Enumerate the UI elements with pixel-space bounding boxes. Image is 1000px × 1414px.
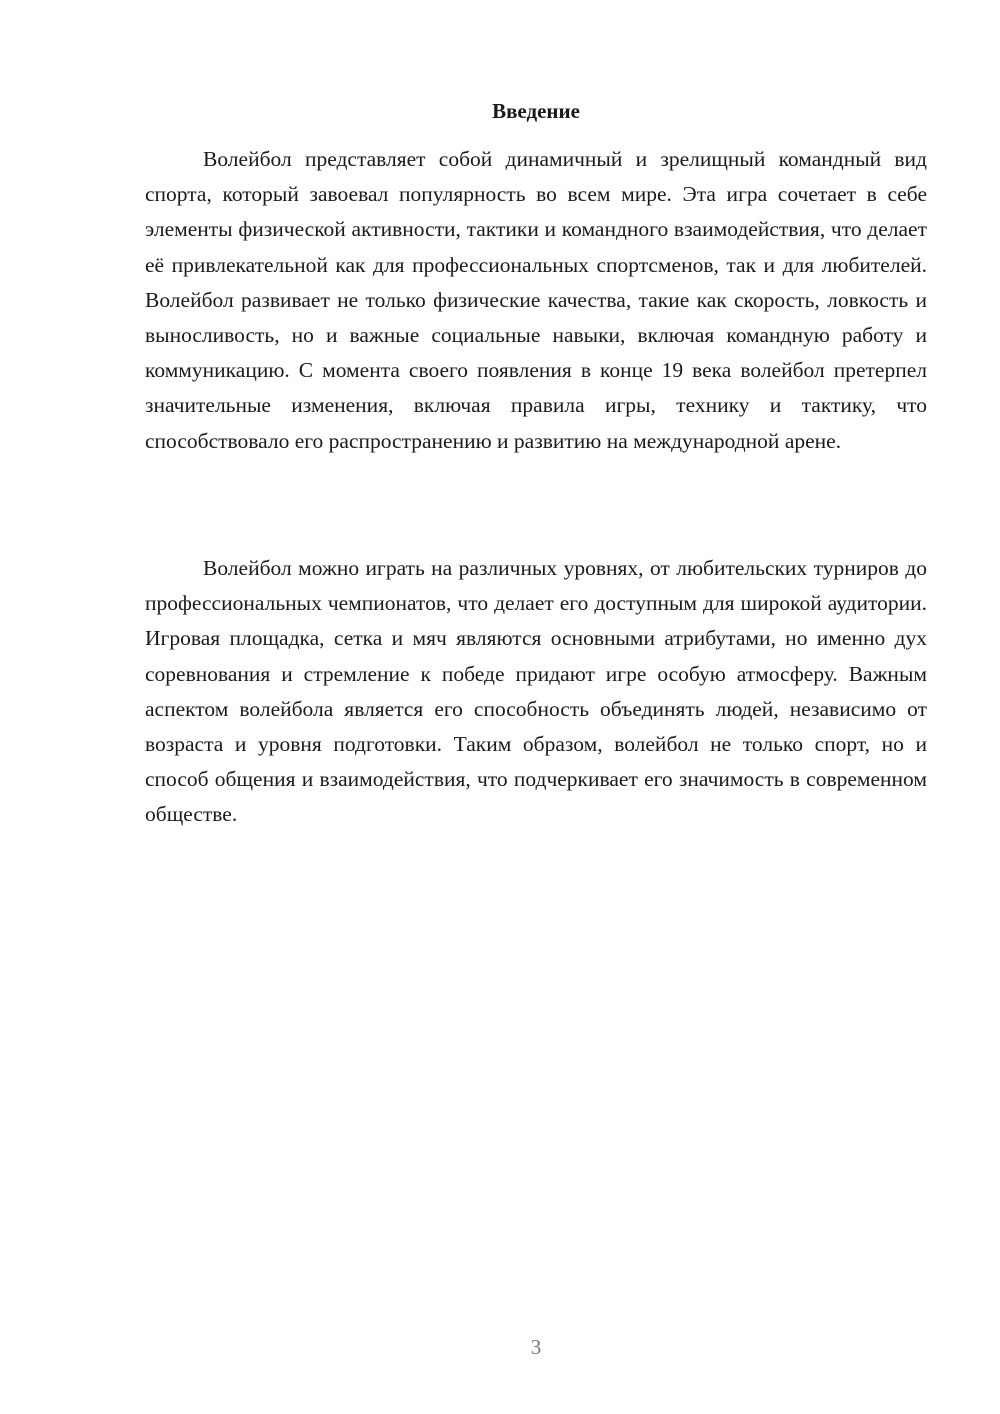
paragraph-intro: Волейбол представляет собой динамичный и зрелищный командный вид спорта, который завоевал популярность во всем мире. Эта игра сочетает в себе элементы физической активности, тактики и командного взаимодействия, что делает её привлекательной как для профессиональных спортсменов, так и для любителей. Волейбол развивает не только физические качества, такие как скорость, ловкость и выносливость, но и важные социальные навыки, включая командную работу и коммуникацию. С момента своего появления в конце 19 века волейбол претерпел значительные изменения, включая правила игры, технику и тактику, что способствовало его распространению и развитию на международной арене. — [145, 147, 927, 453]
page-number: 3 — [530, 1335, 542, 1359]
paragraph-levels: Волейбол можно играть на различных уровнях, от любительских турниров до профессиональных чемпионатов, что делает его доступным для широкой аудитории. Игровая площадка, сетка и мяч являются основными атрибутами, но именно дух соревнования и стремление к победе придают игре особую атмосферу. Важным аспектом волейбола является его способность объединять людей, независимо от возраста и уровня подготовки. Таким образом, волейбол не только спорт, но и способ общения и взаимодействия, что подчеркивает его значимость в современном обществе. — [145, 556, 927, 827]
section-title: Введение — [492, 99, 580, 123]
